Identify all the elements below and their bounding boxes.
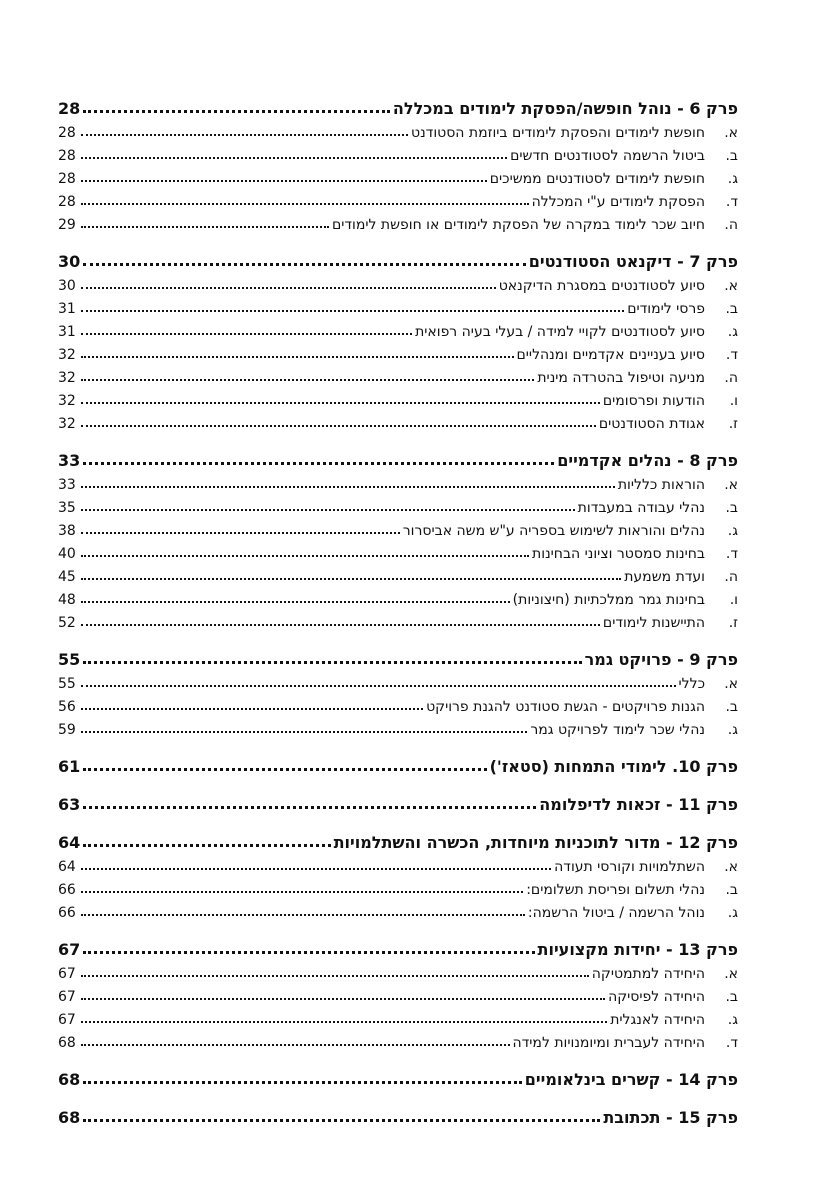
dot-leader [81,134,408,136]
dot-leader [81,601,510,603]
item-title: סיוע לסטודנטים במסגרת הדיקנאט [498,278,705,294]
dot-leader [81,975,589,977]
item-title: כללי [678,676,705,692]
toc-item-row[interactable] [58,692,738,715]
item-page-number: 66 [58,882,76,898]
toc-item-row[interactable] [58,187,738,210]
toc-item-row[interactable] [58,210,738,233]
toc-item-row[interactable] [58,271,738,294]
toc-chapter-row[interactable] [58,748,738,776]
item-letter: א. [724,278,738,294]
item-page-number: 64 [58,859,76,875]
item-letter: ג. [727,324,738,340]
dot-leader [81,998,605,1000]
toc-item-row[interactable] [58,608,738,631]
toc-item-row[interactable] [58,1005,738,1028]
item-title: חופשת לימודים והפסקת לימודים ביוזמת הסטודנט [411,125,705,141]
chapter-title: פרק 14 - קשרים בינלאומיים [524,1070,738,1089]
item-letter: ג. [727,1012,738,1028]
item-letter: ז. [728,615,738,631]
item-title: חיוב שכר לימוד במקרה של הפסקת לימודים או חופשת לימודים [331,217,705,233]
item-page-number: 31 [58,301,76,317]
item-title: ביטול הרשמה לסטודנטים חדשים [510,148,705,164]
chapter-title: פרק 6 - נוהל חופשה/הפסקת לימודים במכללה [392,99,738,118]
item-letter: ד. [725,546,738,562]
dot-leader [83,110,390,113]
dot-leader [81,555,529,557]
toc-item-row[interactable] [58,875,738,898]
item-page-number: 33 [58,477,76,493]
toc-item-row[interactable] [58,898,738,921]
dot-leader [81,333,412,335]
item-letter: ב. [725,500,738,516]
item-letter: ה. [724,370,738,386]
dot-leader [83,1081,522,1084]
chapter-page-number: 63 [58,795,81,814]
toc-chapter-row[interactable] [58,1099,738,1127]
item-title: נהלים והוראות לשימוש בספריה ע"ש משה אביסרור [402,523,705,539]
toc-item-row[interactable] [58,141,738,164]
dot-leader [81,1044,510,1046]
item-page-number: 28 [58,148,76,164]
item-title: הוראות כלליות [617,477,705,493]
dot-leader [83,768,486,771]
item-letter: ב. [725,301,738,317]
item-letter: ב. [725,989,738,1005]
item-letter: א. [724,859,738,875]
dot-leader [81,486,615,488]
dot-leader [81,731,527,733]
dot-leader [81,203,529,205]
item-letter: ג. [727,171,738,187]
toc-chapter-row[interactable] [58,786,738,814]
item-title: נהלי תשלום ופריסת תשלומים: [526,882,705,898]
item-page-number: 67 [58,989,76,1005]
dot-leader [81,578,621,580]
toc-item-row[interactable] [58,340,738,363]
item-page-number: 29 [58,217,76,233]
toc-item-row[interactable] [58,715,738,738]
item-page-number: 52 [58,615,76,631]
dot-leader [83,844,330,847]
dot-leader [81,379,534,381]
item-letter: ב. [725,148,738,164]
item-title: פרסי לימודים [627,301,705,317]
item-title: הפסקת לימודים ע"י המכללה [531,194,705,210]
item-page-number: 28 [58,171,76,187]
dot-leader [81,624,600,626]
dot-leader [81,310,624,312]
chapter-title: פרק 10. לימודי התמחות (סטאז') [489,757,738,776]
item-letter: ה. [724,217,738,233]
item-page-number: 67 [58,1012,76,1028]
item-title: ועדת משמעת [624,569,705,585]
dot-leader [83,263,525,266]
item-letter: ז. [728,416,738,432]
toc-item-row[interactable] [58,669,738,692]
chapter-page-number: 68 [58,1108,81,1127]
dot-leader [83,951,534,954]
dot-leader [81,532,400,534]
item-title: היחידה לפיסיקה [608,989,705,1005]
dot-leader [81,226,329,228]
toc-item-row[interactable] [58,118,738,141]
item-title: השתלמויות וקורסי תעודה [554,859,705,875]
item-letter: ב. [725,882,738,898]
toc-item-row[interactable] [58,363,738,386]
item-page-number: 35 [58,500,76,516]
chapter-page-number: 30 [58,252,81,271]
item-title: הודעות ופרסומים [602,393,705,409]
dot-leader [83,462,554,465]
item-title: בחינות גמר ממלכתיות (חיצוניות) [512,592,705,608]
dot-leader [81,157,507,159]
toc-item-row[interactable] [58,1028,738,1051]
item-letter: ב. [725,699,738,715]
toc-chapter-row[interactable] [58,641,738,669]
item-page-number: 38 [58,523,76,539]
item-title: היחידה לעברית ומיומנויות למידה [512,1035,705,1051]
toc-item-row[interactable] [58,493,738,516]
item-title: הגנות פרויקטים - הגשת סטודנט להגנת פרויקט [426,699,705,715]
item-title: נהלי שכר לימוד לפרויקט גמר [530,722,705,738]
item-page-number: 66 [58,905,76,921]
toc-item-row[interactable] [58,982,738,1005]
toc-item-row[interactable] [58,516,738,539]
item-page-number: 55 [58,676,76,692]
item-page-number: 45 [58,569,76,585]
toc-chapter-row[interactable] [58,931,738,959]
item-page-number: 28 [58,194,76,210]
toc-item-row[interactable] [58,852,738,875]
toc-item-row[interactable] [58,470,738,493]
item-letter: ג. [727,905,738,921]
dot-leader [81,914,525,916]
item-title: התיישנות לימודים [602,615,705,631]
item-page-number: 32 [58,370,76,386]
chapter-title: פרק 13 - יחידות מקצועיות [537,940,738,959]
dot-leader [81,685,676,687]
dot-leader [81,287,496,289]
toc-item-row[interactable] [58,294,738,317]
toc-chapter-row[interactable] [58,1061,738,1089]
item-page-number: 31 [58,324,76,340]
item-page-number: 32 [58,416,76,432]
item-letter: א. [724,676,738,692]
toc-chapter-row[interactable] [58,243,738,271]
table-of-contents [58,78,738,1127]
toc-item-row[interactable] [58,409,738,432]
item-page-number: 40 [58,546,76,562]
dot-leader [81,1021,607,1023]
item-letter: א. [724,966,738,982]
toc-chapter-row[interactable] [58,90,738,118]
item-title: חופשת לימודים לסטודנטים ממשיכים [489,171,705,187]
item-letter: ו. [729,592,738,608]
dot-leader [83,1119,600,1122]
dot-leader [81,425,596,427]
item-page-number: 32 [58,347,76,363]
chapter-page-number: 28 [58,99,81,118]
item-page-number: 56 [58,699,76,715]
item-title: סיוע לסטודנטים לקויי למידה / בעלי בעיה רפואית [415,324,705,340]
item-letter: ד. [725,194,738,210]
toc-item-row[interactable] [58,562,738,585]
toc-item-row[interactable] [58,164,738,187]
item-letter: ה. [724,569,738,585]
item-page-number: 48 [58,592,76,608]
toc-chapter-row[interactable] [58,442,738,470]
item-title: נהלי עבודה במעבדות [577,500,705,516]
item-page-number: 30 [58,278,76,294]
item-title: היחידה לאנגלית [610,1012,705,1028]
item-letter: ד. [725,347,738,363]
toc-item-row[interactable] [58,386,738,409]
item-letter: ג. [727,523,738,539]
dot-leader [81,402,600,404]
dot-leader [81,868,551,870]
chapter-page-number: 61 [58,757,81,776]
item-page-number: 28 [58,125,76,141]
chapter-title: פרק 15 - תכתובת [603,1108,738,1127]
toc-item-row[interactable] [58,539,738,562]
chapter-title: פרק 9 - פרויקט גמר [584,650,738,669]
chapter-page-number: 64 [58,833,81,852]
chapter-title: פרק 12 - מדור לתוכניות מיוחדות, הכשרה והשתלמויות [333,833,738,852]
dot-leader [83,806,536,809]
item-title: נוהל הרשמה / ביטול הרשמה: [527,905,705,921]
dot-leader [81,708,423,710]
dot-leader [81,356,514,358]
item-title: בחינות סמסטר וציוני הבחינות [532,546,705,562]
item-page-number: 59 [58,722,76,738]
item-title: סיוע בעניינים אקדמיים ומנהליים [516,347,705,363]
chapter-page-number: 67 [58,940,81,959]
dot-leader [81,180,487,182]
item-page-number: 32 [58,393,76,409]
chapter-page-number: 68 [58,1070,81,1089]
chapter-page-number: 33 [58,451,81,470]
item-letter: ד. [725,1035,738,1051]
chapter-page-number: 55 [58,650,81,669]
item-title: אגודת הסטודנטים [598,416,705,432]
toc-item-row[interactable] [58,585,738,608]
toc-chapter-row[interactable] [58,824,738,852]
dot-leader [81,891,523,893]
toc-item-row[interactable] [58,317,738,340]
item-letter: ו. [729,393,738,409]
chapter-title: פרק 8 - נהלים אקדמיים [557,451,738,470]
dot-leader [83,661,581,664]
toc-item-row[interactable] [58,959,738,982]
item-letter: ג. [727,722,738,738]
item-letter: א. [724,125,738,141]
item-page-number: 67 [58,966,76,982]
chapter-title: פרק 11 - זכאות לדיפלומה [539,795,738,814]
item-title: מניעה וטיפול בהטרדה מינית [537,370,705,386]
item-title: היחידה למתמטיקה [591,966,705,982]
item-page-number: 68 [58,1035,76,1051]
item-letter: א. [724,477,738,493]
chapter-title: פרק 7 - דיקנאט הסטודנטים [528,252,738,271]
dot-leader [81,509,575,511]
